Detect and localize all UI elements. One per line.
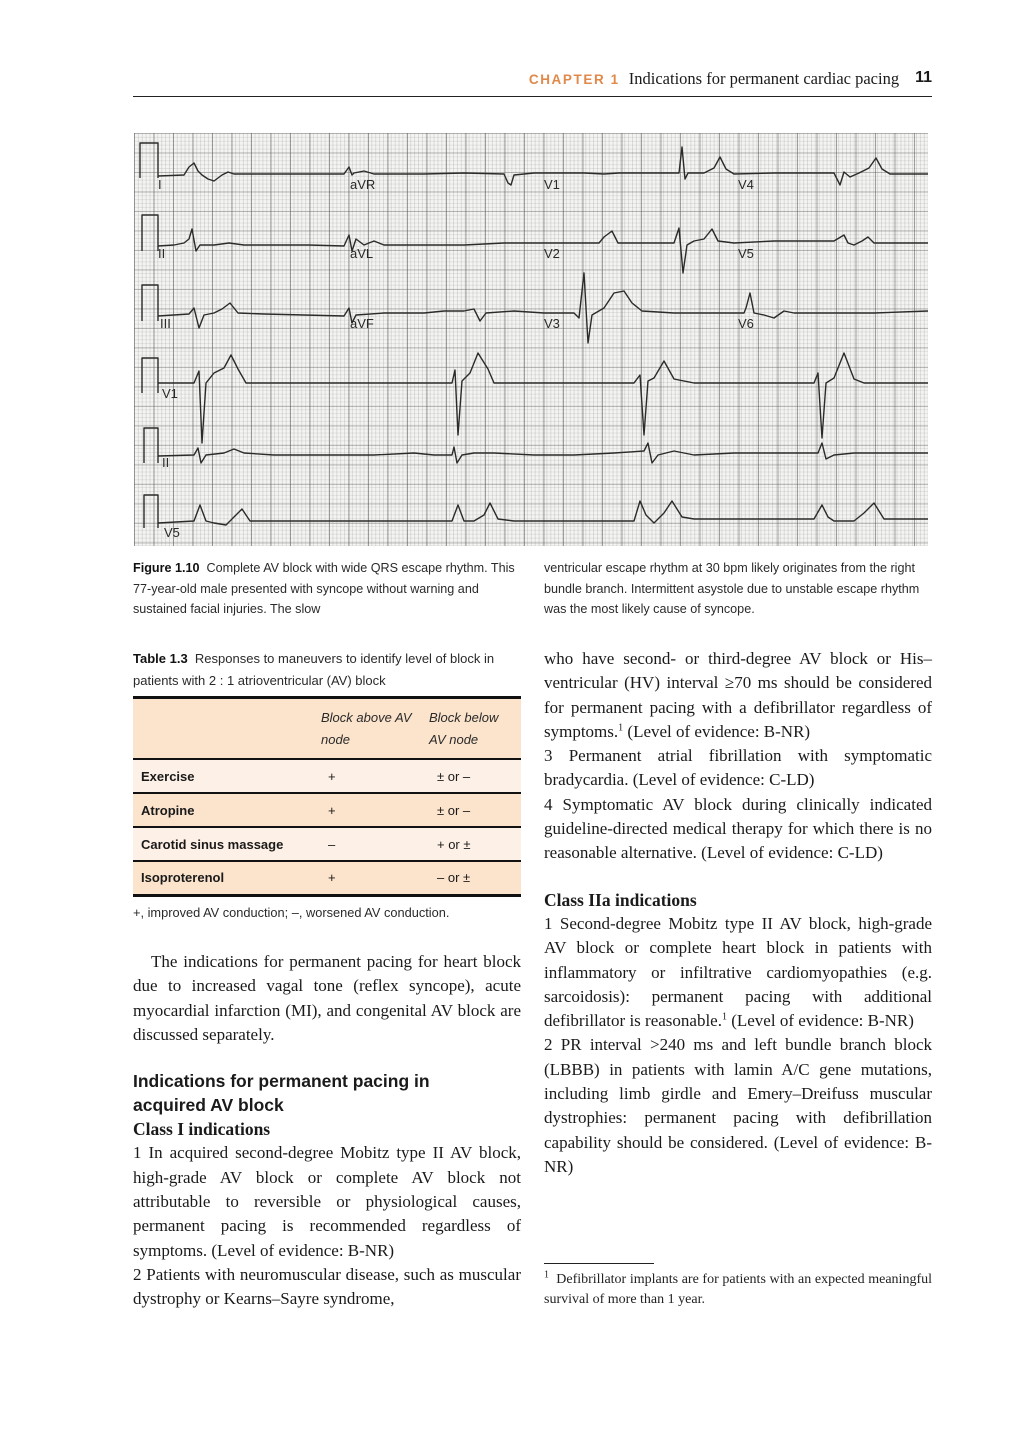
right-column	[544, 647, 932, 1179]
ecg-traces	[134, 133, 928, 546]
table-caption	[133, 648, 523, 692]
intro-paragraph: The indications for permanent pacing for heart block due to increased vagal tone (reflex syncope), acute myocardial infarction (MI), and congenital AV block are discussed separately.	[133, 952, 521, 1044]
table-header-empty	[133, 698, 321, 760]
block-below-value: + or ±	[429, 827, 521, 861]
maneuver-name: Exercise	[133, 759, 321, 793]
item-evidence: (Level of evidence: B-NR)	[726, 1011, 914, 1031]
class-i-item-1: 1 In acquired second-degree Mobitz type II AV block, high-grade AV block or complete AV block not attributable to reversible or physiological causes, permanent pacing is recommended regardless of symptoms. (Level of evidence: B-NR)	[133, 1143, 521, 1260]
running-head	[133, 66, 932, 97]
lead-label-V1: V1	[544, 177, 560, 192]
class-i-item-4: 4 Symptomatic AV block during clinically indicated guideline-directed medical therapy for which there is no reasonable alternative. (Level of evidence: C-LD)	[544, 794, 932, 863]
footnote-rule	[544, 1263, 654, 1264]
footnote-ref: 1	[721, 1011, 727, 1023]
lead-label-aVF: aVF	[350, 316, 374, 331]
table-row	[133, 861, 521, 895]
rhythm-label-V1: V1	[162, 386, 178, 401]
block-above-value: +	[321, 759, 429, 793]
footnote	[544, 1270, 932, 1310]
lead-label-III: III	[160, 316, 171, 331]
maneuver-name: Carotid sinus massage	[133, 827, 321, 861]
table-header-row	[133, 698, 521, 760]
table-row	[133, 759, 521, 793]
figure-caption-text: Complete AV block with wide QRS escape rhythm. This 77-year-old male presented with syncope without warning and sustained facial injuries. The slow	[133, 561, 515, 616]
table-caption-text: Responses to maneuvers to identify level of block in patients with 2 : 1 atrioventricular (AV) block	[133, 651, 495, 688]
block-above-value: +	[321, 793, 429, 827]
rhythm-label-II: II	[162, 455, 170, 470]
table-row	[133, 827, 521, 861]
block-above-value: –	[321, 827, 429, 861]
rhythm-label-V5: V5	[164, 525, 180, 540]
maneuver-name: Isoproterenol	[133, 861, 321, 895]
lead-label-aVL: aVL	[350, 246, 374, 261]
footnote-marker: 1	[544, 1269, 549, 1281]
lead-label-V5: V5	[738, 246, 754, 261]
chapter-label: CHAPTER 1	[528, 72, 620, 87]
item-text: who have second- or third-degree AV block or His–ventricular (HV) interval ≥70 ms should be considered for permanent pacing with a defibrillator regardless of symptoms.	[544, 649, 932, 741]
block-above-value: +	[321, 861, 429, 895]
maneuver-name: Atropine	[133, 793, 321, 827]
lead-label-I: I	[158, 177, 162, 192]
figure-caption-left	[133, 558, 523, 620]
maneuver-response-table	[133, 696, 521, 897]
block-below-value: ± or –	[429, 793, 521, 827]
item-evidence: (Level of evidence: B-NR)	[623, 721, 811, 741]
lead-label-V6: V6	[738, 316, 754, 331]
footnote-ref: 1	[618, 722, 624, 734]
left-column	[133, 950, 521, 1312]
section-heading: Indications for permanent pacing in acquired AV block	[133, 1071, 430, 1116]
figure-caption-text-cont: ventricular escape rhythm at 30 bpm likely originates from the right bundle branch. Intermittent asystole due to unstable escape rhythm was the most likely cause of syncope.	[544, 561, 920, 616]
lead-label-V3: V3	[544, 316, 560, 331]
class-i-item-2-cont	[544, 647, 932, 744]
figure-label: Figure 1.10	[133, 561, 200, 575]
lead-label-V4: V4	[738, 177, 754, 192]
class-i-heading: Class I indications	[133, 1119, 271, 1140]
item-text: 1 Second-degree Mobitz type II AV block, high-grade AV block or complete heart block in patients with inflammatory or infiltrative cardiomyopathies (e.g. sarcoidosis): permanent pacing with additional defibrillator is reasonable.	[544, 913, 932, 1031]
footnote-text: Defibrillator implants are for patients with an expected meaningful survival of more than 1 year.	[544, 1272, 932, 1307]
class-i-item-3: 3 Permanent atrial fibrillation with symptomatic bradycardia. (Level of evidence: C-LD)	[544, 746, 932, 790]
block-below-value: ± or –	[429, 759, 521, 793]
class-iia-item-1	[544, 912, 932, 1033]
ecg-figure	[134, 133, 928, 546]
table-header-block-above: Block above AV node	[321, 710, 412, 747]
class-i-item-2-start: 2 Patients with neuromuscular disease, such as muscular dystrophy or Kearns–Sayre syndrome,	[133, 1264, 521, 1309]
table-row	[133, 793, 521, 827]
lead-label-V2: V2	[544, 246, 560, 261]
lead-label-II: II	[158, 246, 166, 261]
figure-caption-right	[544, 558, 934, 620]
class-iia-item-2: 2 PR interval >240 ms and left bundle branch block (LBBB) in patients with lamin A/C gene mutations, including limb girdle and Emery–Dreifuss muscular dystrophies: permanent pacing with defibrillation capability should be considered. (Level of evidence: B-NR)	[544, 1035, 932, 1176]
block-below-value: – or ±	[429, 861, 521, 895]
table-footnote: +, improved AV conduction; –, worsened AV conduction.	[133, 905, 450, 920]
lead-label-aVR: aVR	[350, 177, 376, 192]
class-iia-heading: Class IIa indications	[544, 889, 697, 910]
table-header-block-below: Block below AV node	[429, 710, 499, 747]
page-number: 11	[915, 69, 932, 86]
table-label: Table 1.3	[133, 651, 188, 666]
chapter-title: Indications for permanent cardiac pacing	[628, 69, 900, 88]
